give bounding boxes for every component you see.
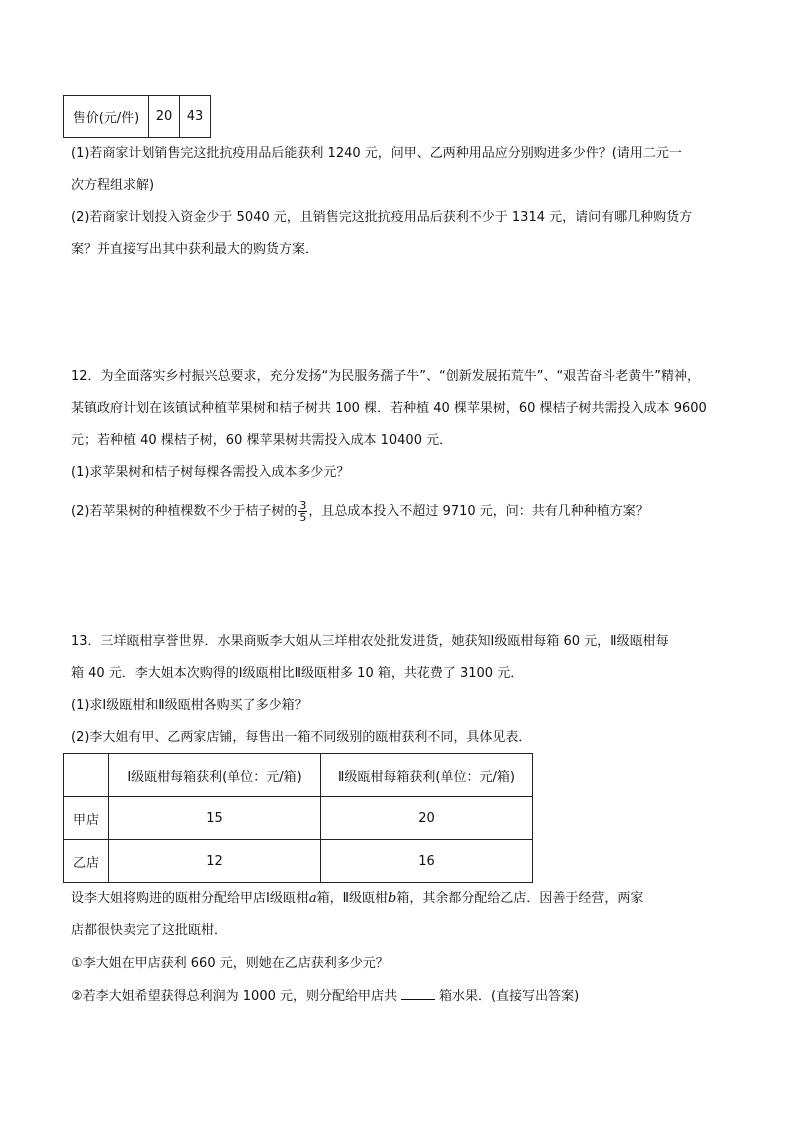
profit-table: [63, 753, 533, 883]
q11-part2-line2: 案？并直接写出其中获利最大的购货方案．: [71, 242, 319, 257]
table-cell-store: 甲店: [64, 797, 109, 840]
price-label-cell: 售价(元/件): [64, 96, 149, 138]
table-header-row: [64, 754, 533, 797]
q11-part1-line2: 次方程组求解): [71, 178, 155, 193]
q13-setup-line1: 设李大姐将购进的瓯柑分配给甲店Ⅰ级瓯柑a箱，Ⅱ级瓯柑b箱，其余都分配给乙店．因善于经营，两家: [71, 891, 644, 906]
price-cell-2: 43: [180, 96, 211, 138]
q13-question2: (2)李大姐有甲、乙两家店铺，每售出一箱不同级别的瓯柑获利不同，具体见表．: [71, 730, 532, 745]
price-cell-1: 20: [149, 96, 180, 138]
fraction: $\frac{3}{5}$: [299, 499, 307, 524]
table-row: [64, 797, 533, 840]
q11-part2-line1: (2)若商家计划投入资金少于 5040 元，且销售完这批抗疫用品后获利不少于 1314 元，请问有哪几种购货方: [71, 210, 693, 225]
q12-question1: (1)求苹果树和桔子树每棵各需投入成本多少元？: [71, 465, 350, 480]
table-row: [64, 840, 533, 883]
q12-line3: 元；若种植 40 棵桔子树，60 棵苹果树共需投入成本 10400 元．: [71, 433, 453, 448]
q11-part1-line1: (1)若商家计划销售完这批抗疫用品后能获利 1240 元，问甲、乙两种用品应分别购进多少件？(请用二元一: [71, 146, 682, 161]
q13-line1: 13．三垟瓯柑享誉世界．水果商贩李大姐从三垟柑农处批发进货，她获知Ⅰ级瓯柑每箱 60 元，Ⅱ级瓯柑每: [71, 634, 669, 649]
q12-question2: (2)若苹果树的种植棵数不少于桔子树的 $\frac{3}{5}$ ，且总成本投入不超过 9710 元，问：共有几种种植方案？: [71, 499, 649, 524]
table-header-empty: [64, 754, 109, 797]
q13-question1: (1)求Ⅰ级瓯柑和Ⅱ级瓯柑各购买了多少箱？: [71, 698, 308, 713]
q13-sub1: ①李大姐在甲店获利 660 元，则她在乙店获利多少元？: [71, 956, 389, 971]
q13-line2: 箱 40 元．李大姐本次购得的Ⅰ级瓯柑比Ⅱ级瓯柑多 10 箱，共花费了 3100 元．: [71, 666, 524, 681]
table-cell: 20: [321, 797, 533, 840]
price-table: [63, 95, 211, 138]
table-cell: 12: [109, 840, 321, 883]
table-header-grade2: Ⅱ级瓯柑每箱获利(单位：元/箱): [321, 754, 533, 797]
table-cell: 15: [109, 797, 321, 840]
q13-setup-line2: 店都很快卖完了这批瓯柑．: [71, 923, 228, 938]
table-cell: 16: [321, 840, 533, 883]
table-header-grade1: Ⅰ级瓯柑每箱获利(单位：元/箱): [109, 754, 321, 797]
table-cell-store: 乙店: [64, 840, 109, 883]
q12-line2: 某镇政府计划在该镇试种植苹果树和桔子树共 100 棵．若种植 40 棵苹果树，60 棵桔子树共需投入成本 9600: [71, 401, 707, 416]
q13-sub2: ②若李大姐希望获得总利润为 1000 元，则分配给甲店共 箱水果．(直接写出答案): [71, 989, 580, 1004]
q12-line1: 12．为全面落实乡村振兴总要求，充分发扬“为民服务孺子牛”、“创新发展拓荒牛”、“艰苦奋斗老黄牛”精神，: [71, 369, 700, 384]
answer-blank[interactable]: [401, 987, 435, 1000]
